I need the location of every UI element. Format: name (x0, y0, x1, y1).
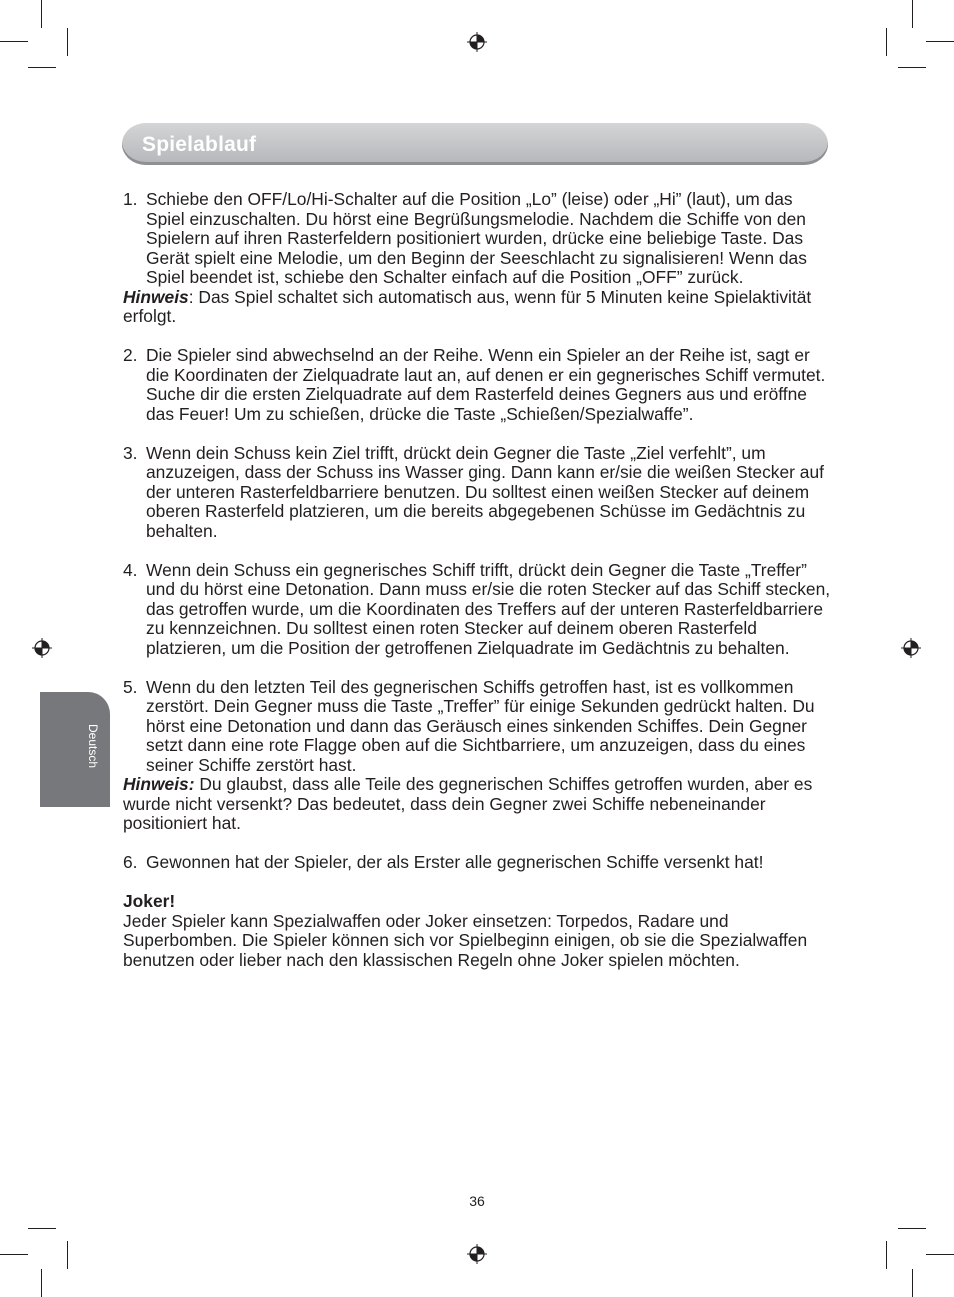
list-item-text: Wenn dein Schuss kein Ziel trifft, drückt dein Gegner die Taste „Ziel verfehlt”, um anzuzeigen, dass der Schuss ins Wasser ging. Dann kann er/sie die weißen Stecker auf der unteren Rasterfeldbarriere benutzen. Du solltest einen weißen Stecker auf deinem oberen Rasterfeld platzieren, um die bereits abgegebenen Schüsse im Gedächtnis zu behalten. (146, 442, 824, 541)
list-item (123, 346, 833, 424)
crop-mark (898, 67, 926, 68)
crop-mark (0, 41, 28, 42)
list-item-number: 1. (123, 189, 138, 209)
list-item (123, 561, 833, 659)
list-item-number: 3. (123, 442, 138, 463)
crop-mark (0, 1254, 28, 1255)
list-item-text: Die Spieler sind abwechselnd an der Reihe. Wenn ein Spieler an der Reihe ist, sagt er die Koordinaten der Zielquadrate laut an, auf denen er ein gegnerisches Schiff vermutet. Suche dir die ersten Zielquadrate auf dem Rasterfeld deines Gegners aus und eröffne das Feuer! Um zu schießen, drücke die Taste „Schießen/Spezialwaffe”. (146, 345, 826, 424)
registration-mark-icon (901, 638, 921, 658)
note (123, 288, 833, 327)
page-number: 36 (469, 1193, 485, 1209)
language-tab-label: Deutsch (86, 724, 100, 769)
list-item-text: Wenn dein Schuss ein gegnerisches Schiff trifft, drückt dein Gegner die Taste „Treffer” und du hörst eine Detonation. Dann muss er/sie die roten Stecker auf das Schiff stecken, das getroffen wurde, um die Koordinaten des Treffers auf der unteren Rasterfeldbarriere zu kennzeichnen. Du solltest einen roten Stecker auf deinem oberen Rasterfeld platzieren, um die Position der getroffenen Zielquadrate im Gedächtnis zu behalten. (146, 559, 831, 658)
list-item (123, 190, 833, 288)
instructions-body (123, 190, 833, 970)
joker-text: Jeder Spieler kann Spezialwaffen oder Joker einsetzen: Torpedos, Radare und Superbomben. Die Spieler können sich vor Spielbeginn einigen, ob sie die Spezialwaffen benutzen oder lieber nach den klassischen Regeln ohne Joker spielen möchten. (123, 910, 808, 970)
section-header-banner (122, 123, 828, 165)
joker-heading: Joker! (123, 891, 176, 911)
list-item-text: Gewonnen hat der Spieler, der als Erster alle gegnerischen Schiffe versenkt hat! (146, 852, 764, 872)
crop-mark (28, 67, 56, 68)
list-item-number: 4. (123, 559, 138, 580)
crop-mark (912, 0, 913, 28)
crop-mark (886, 1241, 887, 1269)
list-item-number: 6. (123, 852, 138, 872)
list-item-text: Wenn du den letzten Teil des gegnerischen Schiffs getroffen hast, ist es vollkommen zerstört. Dein Gegner muss die Taste „Treffer” für einige Sekunden gedrückt halten. Du hörst eine Detonation und dann das Geräusch eines sinkenden Schiffes. Dein Gegner setzt dann eine rote Flagge oben auf die Sichtbarriere, um anzuzeigen, dass du eines seiner Schiffe zerstört hast. (146, 676, 815, 775)
list-item (123, 678, 833, 776)
crop-mark (41, 0, 42, 28)
list-item-number: 5. (123, 676, 138, 697)
crop-mark (926, 1254, 954, 1255)
crop-mark (912, 1269, 913, 1297)
note-text: : Das Spiel schaltet sich automatisch aus, wenn für 5 Minuten keine Spielaktivität erfolgt. (123, 286, 812, 326)
list-item-number: 2. (123, 345, 138, 365)
section-title: Spielablauf (142, 133, 257, 156)
crop-mark (886, 28, 887, 56)
note-label: Hinweis (123, 286, 189, 307)
note (123, 775, 833, 834)
list-item-text: Schiebe den OFF/Lo/Hi-Schalter auf die Position „Lo” (leise) oder „Hi” (laut), um das Spiel einzuschalten. Du hörst eine Begrüßungsmelodie. Nachdem die Schiffe von den Spielern auf ihren Rasterfeldern positioniert wurden, drücke eine beliebige Taste. Das Gerät spielt eine Melodie, um den Beginn der Seeschlacht zu signalisieren! Wenn das Spiel beendet ist, schiebe den Schalter einfach auf die Position „OFF” zurück. (146, 189, 807, 287)
crop-mark (898, 1228, 926, 1229)
crop-mark (28, 1228, 56, 1229)
crop-mark (926, 41, 954, 42)
registration-mark-icon (467, 32, 487, 52)
list-item (123, 444, 833, 542)
note-text: Du glaubst, dass alle Teile des gegnerischen Schiffes getroffen wurden, aber es wurde nicht versenkt? Das bedeutet, dass dein Gegner zwei Schiffe nebeneinander positioniert hat. (123, 774, 813, 833)
crop-mark (67, 28, 68, 56)
crop-mark (67, 1241, 68, 1269)
registration-mark-icon (32, 638, 52, 658)
note-label: Hinweis: (123, 774, 195, 794)
crop-mark (41, 1269, 42, 1297)
registration-mark-icon (467, 1244, 487, 1264)
list-item (123, 853, 833, 873)
